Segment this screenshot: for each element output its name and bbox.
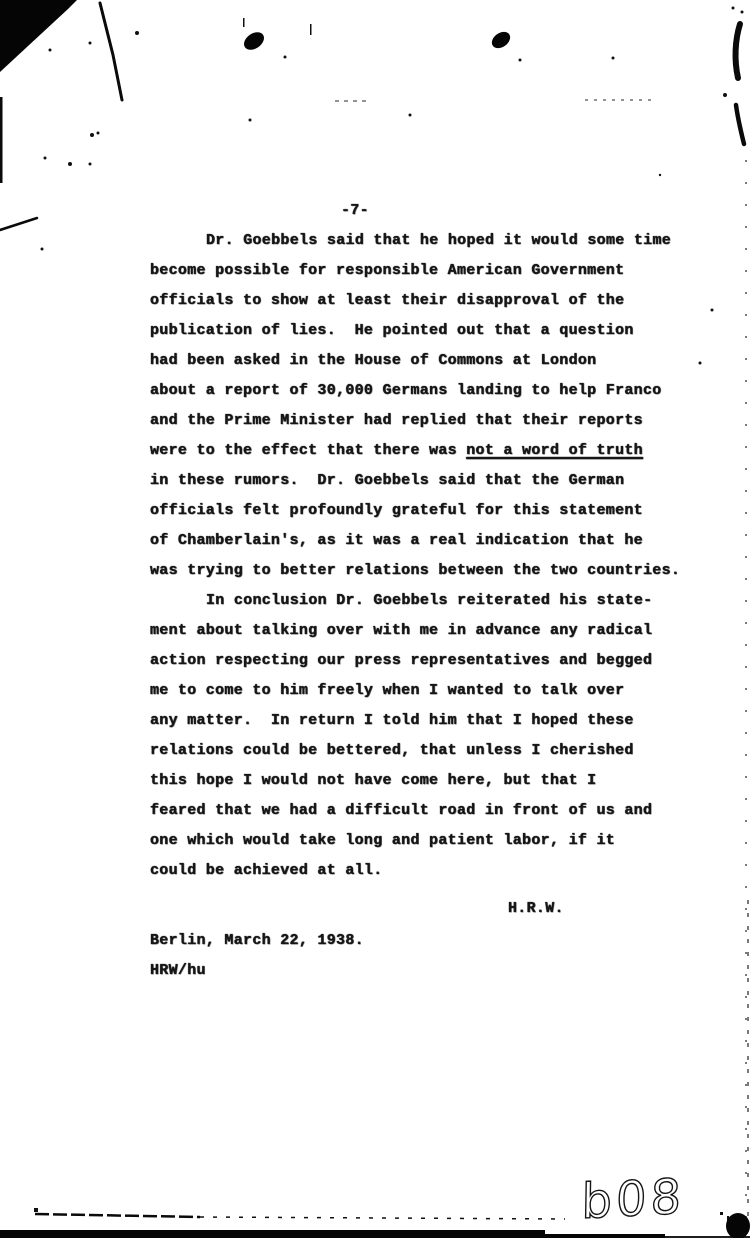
memo-line: officials felt profoundly grateful for this statement bbox=[150, 502, 643, 519]
memo-line: one which would take long and patient labor, if it bbox=[150, 832, 616, 849]
memo-line-underlined bbox=[150, 436, 698, 466]
memo-line: action respecting our press representatives and begged bbox=[150, 652, 653, 669]
ink-blob-right bbox=[489, 29, 513, 52]
signature-initials: H.R.W. bbox=[508, 900, 564, 917]
memo-line: In conclusion Dr. Goebbels reiterated his state- bbox=[206, 592, 653, 609]
corner-fold-shadow bbox=[0, 0, 77, 72]
memo-text-block bbox=[150, 196, 698, 986]
left-edge-mark bbox=[0, 97, 3, 183]
bottom-dotted-line-heavy bbox=[35, 1214, 200, 1217]
memo-line: relations could be bettered, that unless I cherished bbox=[150, 742, 634, 759]
memo-line: this hope I would not have come here, but that I bbox=[150, 772, 597, 789]
memo-line: in these rumors. Dr. Goebbels said that the German bbox=[150, 472, 625, 489]
memo-line: publication of lies. He pointed out that a question bbox=[150, 322, 634, 339]
page-number: -7- bbox=[341, 202, 369, 219]
memo-line: me to come to him freely when I wanted to talk over bbox=[150, 682, 625, 699]
left-scratch bbox=[0, 218, 37, 230]
memo-line: about a report of 30,000 Germans landing to help Franco bbox=[150, 382, 662, 399]
dateline: Berlin, March 22, 1938. bbox=[150, 932, 364, 949]
memo-line: officials to show at least their disapproval of the bbox=[150, 292, 625, 309]
memo-line: become possible for responsible American Government bbox=[150, 262, 625, 279]
memo-line: had been asked in the House of Commons at London bbox=[150, 352, 597, 369]
memo-line: and the Prime Minister had replied that their reports bbox=[150, 412, 643, 429]
handwritten-archive-code: b08 bbox=[581, 1168, 686, 1231]
memo-line: was trying to better relations between the two countries. bbox=[150, 562, 681, 579]
underlined-phrase: not a word of truth bbox=[466, 442, 643, 459]
bottom-dotted-line-light bbox=[200, 1217, 565, 1219]
right-edge-streak bbox=[736, 24, 740, 78]
memo-line-prefix: were to the effect that there was bbox=[150, 442, 467, 459]
bottom-edge-bar bbox=[0, 1230, 545, 1238]
bottom-right-blot bbox=[726, 1213, 750, 1238]
ink-blob-left bbox=[241, 29, 268, 54]
typist-initials: HRW/hu bbox=[150, 962, 206, 979]
memo-line: any matter. In return I told him that I hoped these bbox=[150, 712, 634, 729]
memo-line: could be achieved at all. bbox=[150, 862, 383, 879]
scratch-line-top-left bbox=[100, 3, 122, 100]
memo-line: ment about talking over with me in advance any radical bbox=[150, 622, 653, 639]
memo-line: Dr. Goebbels said that he hoped it would some time bbox=[206, 232, 672, 249]
memo-line: feared that we had a difficult road in front of us and bbox=[150, 802, 653, 819]
memo-line: of Chamberlain's, as it was a real indication that he bbox=[150, 532, 643, 549]
